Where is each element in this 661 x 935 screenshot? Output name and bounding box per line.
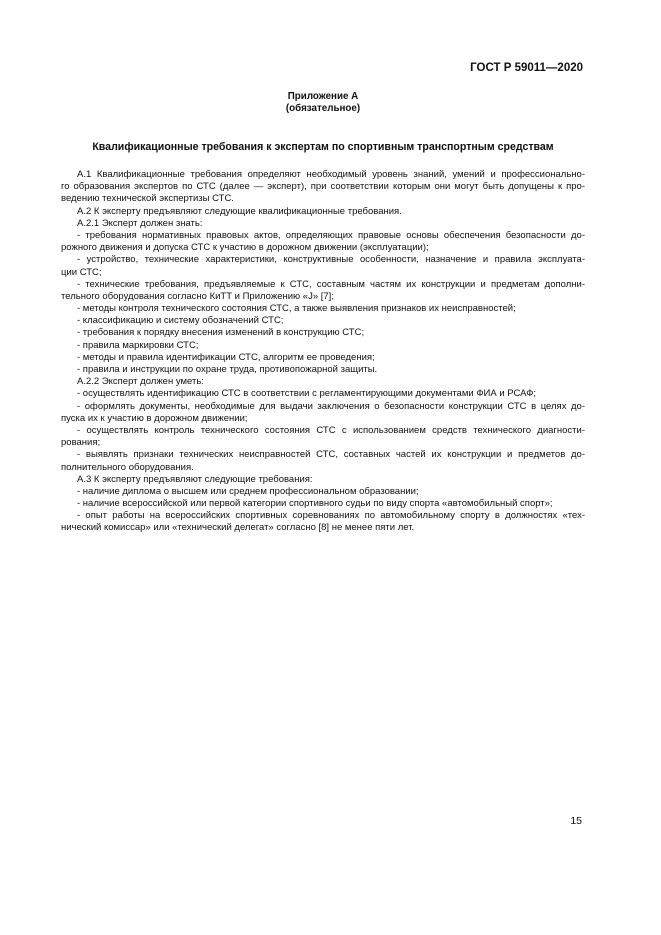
text-line: - классификацию и систему обозначений СТС; bbox=[77, 315, 284, 327]
paragraph bbox=[61, 315, 585, 327]
document-body bbox=[61, 169, 585, 535]
text-line: ведению технической экспертизы СТС. bbox=[61, 193, 234, 205]
text-line: - осуществлять идентификацию СТС в соответствии с регламентирующими документами ФИА и РСАФ; bbox=[77, 388, 537, 400]
text-line: - методы и правила идентификации СТС, алгоритм ее проведения; bbox=[77, 351, 375, 363]
section-title: Квалификационные требования к экспертам по спортивным транспортным средствам bbox=[92, 141, 554, 153]
paragraph bbox=[61, 510, 585, 534]
text-line: ции СТС; bbox=[61, 266, 102, 278]
text-line: А.2.2 Эксперт должен уметь: bbox=[77, 376, 204, 388]
paragraph bbox=[61, 327, 585, 339]
text-line: - требования нормативных правовых актов, определяющих правовые основы обеспечения безопасности до- bbox=[77, 229, 585, 241]
paragraph bbox=[61, 340, 585, 352]
paragraph bbox=[61, 230, 585, 254]
document-standard-header: ГОСТ Р 59011—2020 bbox=[470, 62, 583, 74]
text-line: - осуществлять контроль технического состояния СТС с использованием средств технического диагности- bbox=[77, 424, 585, 436]
text-line: - методы контроля технического состояния СТС, а также выявления признаков их неисправностей; bbox=[77, 303, 516, 315]
page-number: 15 bbox=[570, 815, 582, 827]
paragraph bbox=[61, 206, 585, 218]
text-line: - опыт работы на всероссийских спортивных соревнованиях по автомобильному спорту в должностях «тех- bbox=[77, 510, 585, 522]
text-line: полнительного оборудования. bbox=[61, 461, 194, 473]
text-line: А.2 К эксперту предъявляют следующие квалификационные требования. bbox=[77, 205, 402, 217]
paragraph bbox=[61, 303, 585, 315]
text-line: - правила маркировки СТС; bbox=[77, 339, 199, 351]
text-line: нический комиссар» или «технический делегат» согласно [8] не менее пяти лет. bbox=[61, 522, 415, 534]
text-line: - выявлять признаки технических неисправностей СТС, составных частей их конструкции и предметов до- bbox=[77, 449, 585, 461]
paragraph bbox=[61, 425, 585, 449]
paragraph bbox=[61, 401, 585, 425]
appendix-label: Приложение А bbox=[287, 91, 359, 102]
text-line: пуска их к участию в дорожном движении; bbox=[61, 412, 248, 424]
text-line: рожного движения и допуска СТС к участию в дорожном движении (эксплуатации); bbox=[61, 242, 429, 254]
text-line: А.1 Квалификационные требования определяют необходимый уровень знаний, умений и профессионально- bbox=[77, 169, 585, 180]
text-line: - устройство, технические характеристики, конструктивные особенности, назначение и правила эксплуата- bbox=[77, 254, 585, 266]
text-line: рования; bbox=[61, 437, 101, 449]
text-line: - технические требования, предъявляемые к СТС, составным частям их конструкции и предметам дополни- bbox=[77, 278, 585, 290]
paragraph bbox=[61, 388, 585, 400]
appendix-status: (обязательное) bbox=[285, 103, 361, 114]
text-line: А.2.1 Эксперт должен знать: bbox=[77, 217, 203, 229]
paragraph bbox=[61, 169, 585, 206]
paragraph bbox=[61, 218, 585, 230]
text-line: - оформлять документы, необходимые для выдачи заключения о безопасности конструкции СТС в целях до- bbox=[77, 400, 585, 412]
paragraph bbox=[61, 279, 585, 303]
text-line: тельного оборудования согласно КиТТ и Приложению «J» [7]; bbox=[61, 290, 334, 302]
paragraph bbox=[61, 498, 585, 510]
text-line: - наличие всероссийской или первой категории спортивного судьи по виду спорта «автомобильный спорт»; bbox=[77, 498, 553, 510]
paragraph bbox=[61, 364, 585, 376]
paragraph bbox=[61, 254, 585, 278]
text-line: - требования к порядку внесения изменений в конструкцию СТС; bbox=[77, 327, 365, 339]
paragraph bbox=[61, 486, 585, 498]
paragraph bbox=[61, 449, 585, 473]
text-line: го образования экспертов по СТС (далее — эксперт), при соответствии которым они могут быть допущены к про- bbox=[61, 181, 585, 193]
text-line: - правила и инструкции по охране труда, противопожарной защиты. bbox=[77, 364, 378, 375]
paragraph bbox=[61, 376, 585, 388]
text-line: А.3 К эксперту предъявляют следующие требования: bbox=[77, 473, 313, 485]
text-line: - наличие диплома о высшем или среднем профессиональном образовании; bbox=[77, 485, 419, 497]
paragraph bbox=[61, 474, 585, 486]
paragraph bbox=[61, 352, 585, 364]
